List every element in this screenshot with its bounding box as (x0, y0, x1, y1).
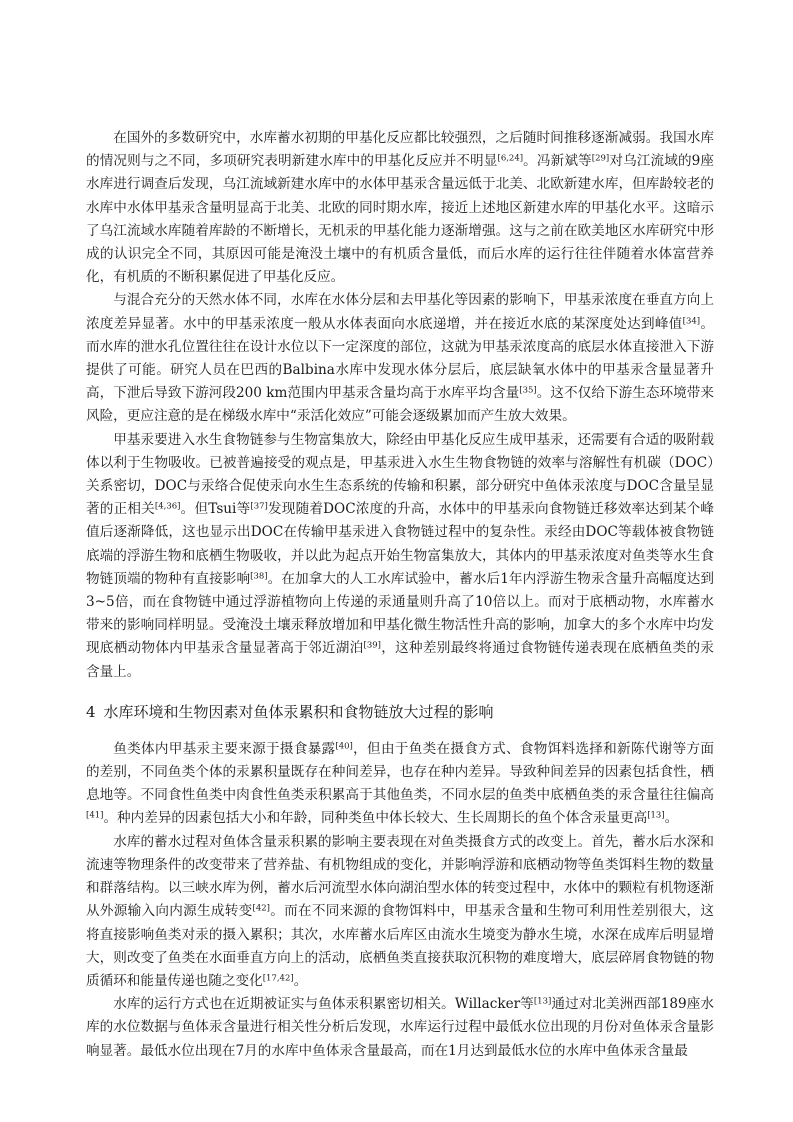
paragraph-text: 通过对北美洲西部189座水库的水位数据与鱼体汞含量进行相关性分析后发现，水库运行过程中最低水位出现的月份对鱼体汞含量影响显著。最低水位出现在7月的水库中鱼体汞含量最高，而在1月达到最低水位的水库中鱼体汞含量最 (86, 996, 714, 1059)
paragraph (86, 289, 714, 428)
paragraph-text: 。冯新斌等 (523, 153, 592, 170)
citation-reference: [38] (250, 571, 268, 582)
paragraph (86, 127, 714, 289)
citation-reference: [39] (363, 640, 381, 651)
paragraph-text: 甲基汞要进入水生食物链参与生物富集放大，除经由甲基化反应生成甲基汞，还需要有合适的吸附载体以利于生物吸收。已被普遍接受的观点是，甲基汞进入水生生物食物链的效率与溶解性有机碳（DOC）关系密切，DOC与汞络合促使汞向水生生态系统的传输和积累，部分研究中鱼体汞浓度与DOC含量呈显著的正相关 (86, 431, 714, 518)
citation-reference: [41] (86, 810, 104, 821)
paragraph-text: 。 (664, 810, 679, 827)
paragraph-text: 对乌江流域的9座水库进行调查后发现，乌江流域新建水库中的水体甲基汞含量远低于北美、北欧新建水库，但库龄较老的水库中水体甲基汞含量明显高于北美、北欧的同时期水库，接近上述地区新建水库的甲基化水平。这暗示了乌江流域水库随着库龄的不断增长，无机汞的甲基化能力逐渐增强。这与之前在欧美地区水库研究中形成的认识完全不同，其原因可能是淹没土壤中的有机质含量低，而后水库的运行往往伴随着水体富营养化，有机质的不断积累促进了甲基化反应。 (86, 153, 715, 286)
section-number: 4 (86, 702, 96, 721)
paragraph-text: 。而水库的泄水孔位置往往在设计水位以下一定深度的部位，这就为甲基汞浓度高的底层水体直接泄入下游提供了可能。研究人员在巴西的Balbina水库中发现水体分层后，底层缺氧水体中的甲基汞含量显著升高，下泄后导致下游河段200 km范围内甲基汞含量均高于水库平均含量 (86, 315, 715, 402)
paragraph-text: 在国外的多数研究中，水库蓄水初期的甲基化反应都比较强烈，之后随时间推移逐渐减弱。我国水库的情况则与之不同，多项研究表明新建水库中的甲基化反应并不明显 (86, 130, 714, 170)
paragraph-text: 水库的运行方式也在近期被证实与鱼体汞积累密切相关。Willacker等 (113, 996, 534, 1013)
citation-reference: [40] (335, 741, 353, 752)
paragraph-text: 。这不仅给下游生态环境带来风险，更应注意的是在梯级水库中“汞活化效应”可能会逐级累加而产生放大效果。 (86, 385, 714, 425)
paragraph (86, 831, 714, 993)
citation-reference: [42] (252, 903, 270, 914)
citation-reference: [4,36] (154, 501, 181, 512)
paragraph-text: 。种内差异的因素包括大小和年龄，同种类鱼中体长较大、生长周期长的鱼个体含汞量更高 (103, 810, 648, 827)
paragraph-text: 发现随着DOC浓度的升高，水体中的甲基汞向食物链迁移效率达到某个峰值后逐渐降低，这也显示出DOC在传输甲基汞进入食物链过程中的复杂性。汞经由DOC等载体被食物链底端的浮游生物和底栖生物吸收，并以此为起点开始生物富集放大，其体内的甲基汞浓度对鱼类等水生食物链顶端的物种有直接影响 (86, 501, 714, 587)
section-title: 水库环境和生物因素对鱼体汞累积和食物链放大过程的影响 (103, 702, 494, 721)
body-text-top (86, 127, 714, 684)
paragraph-text: ，这种差别最终将通过食物链传递表现在底栖鱼类的汞含量上。 (86, 640, 715, 680)
citation-reference: [29] (591, 153, 610, 164)
page-body (86, 127, 714, 1063)
citation-reference: [17,42] (262, 973, 294, 984)
paragraph (86, 993, 714, 1063)
section-heading (86, 700, 714, 724)
citation-reference: [13] (533, 996, 552, 1007)
paragraph-text: 。但Tsui等 (180, 501, 251, 518)
paragraph-text: 水库的蓄水过程对鱼体含量汞积累的影响主要表现在对鱼类摄食方式的改变上。首先，蓄水后水深和流速等物理条件的改变带来了营养盐、有机物组成的变化，并影响浮游和底栖动物等鱼类饵料生物的数量和群落结构。以三峡水库为例，蓄水后河流型水体向湖泊型水体的转变过程中，水体中的颗粒有机物逐渐从外源输入向内源生成转变 (86, 833, 714, 920)
citation-reference: [34] (682, 315, 701, 326)
paragraph (86, 429, 714, 684)
paragraph-text: ，但由于鱼类在摄食方式、食物饵料选择和新陈代谢等方面的差别，不同鱼类个体的汞累积量既存在种间差异，也存在种内差异。导致种间差异的因素包括食性，栖息地等。不同食性鱼类中肉食性鱼类汞积累高于其他鱼类，不同水层的鱼类中底栖鱼类的汞含量往往偏高 (86, 740, 715, 804)
paragraph (86, 738, 714, 831)
body-text-bottom (86, 738, 714, 1063)
paragraph-text: 。而在不同来源的食物饵料中，甲基汞含量和生物可利用性差别很大，这将直接影响鱼类对汞的摄入累积；其次，水库蓄水后库区由流水生境变为静水生境，水深在成库后明显增大，则改变了鱼类在水面垂直方向上的活动，底栖鱼类直接获取沉积物的难度增大，底层碎屑食物链的物质循环和能量传递也随之变化 (86, 903, 715, 989)
paragraph-text: 与混合充分的天然水体不同，水库在水体分层和去甲基化等因素的影响下，甲基汞浓度在垂直方向上浓度差异显著。水中的甲基汞浓度一般从水体表面向水底递增，并在接近水底的某深度处达到峰值 (86, 292, 714, 332)
citation-reference: [6,24] (497, 153, 524, 164)
citation-reference: [35] (519, 385, 537, 396)
paragraph-text: 鱼类体内甲基汞主要来源于摄食暴露 (113, 740, 336, 757)
citation-reference: [13] (647, 810, 665, 821)
paragraph-text: 。 (293, 972, 308, 989)
citation-reference: [37] (250, 501, 268, 512)
paragraph-text: 。在加拿大的人工水库试验中，蓄水后1年内浮游生物汞含量升高幅度达到3~5倍，而在食物链中通过浮游植物向上传递的汞通量则升高了10倍以上。而对于底栖动物，水库蓄水带来的影响同样明显。受淹没土壤汞释放增加和甲基化微生物活性升高的影响，加拿大的多个水库中均发现底栖动物体内甲基汞含量显著高于邻近湖泊 (86, 570, 715, 657)
